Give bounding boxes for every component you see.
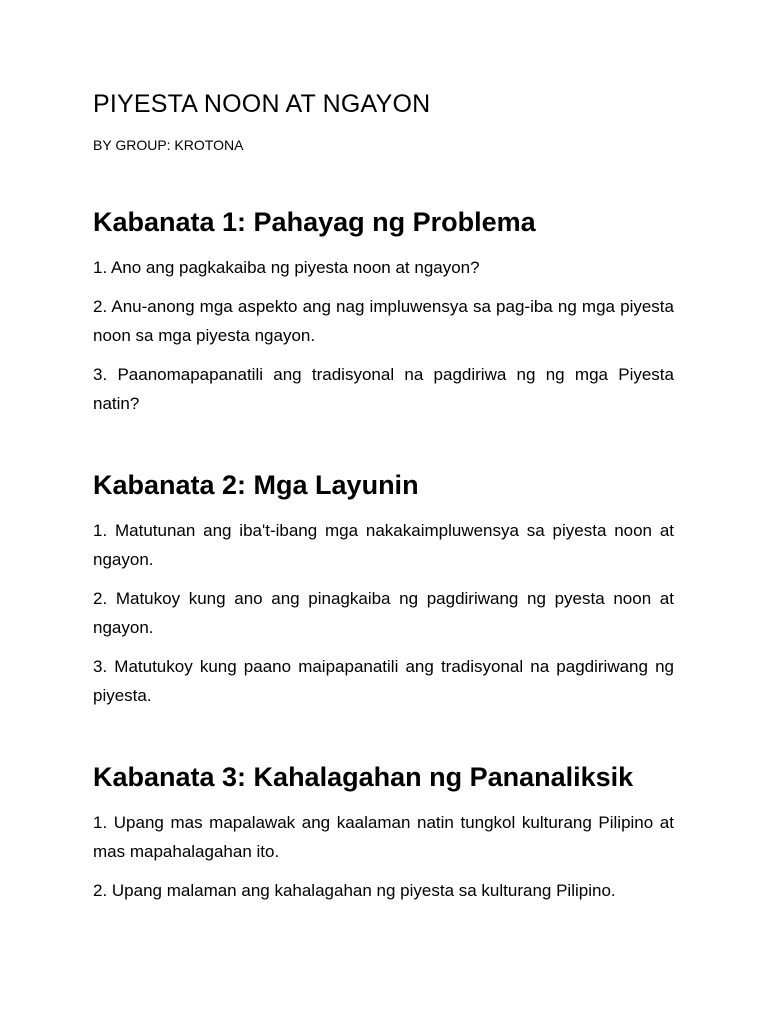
section-kabanata-3 [93, 760, 674, 915]
list-item: 2. Matukoy kung ano ang pinagkaiba ng pagdiriwang ng pyesta noon at ngayon. [93, 589, 674, 637]
list-item: 2. Anu-anong mga aspekto ang nag impluwensya sa pag-iba ng mga piyesta noon sa mga piyesta ngayon. [93, 297, 674, 345]
list-item: 2. Upang malaman ang kahalagahan ng piyesta sa kulturang Pilipino. [93, 881, 616, 900]
section-heading: Kabanata 3: Kahalagahan ng Pananaliksik [93, 762, 634, 792]
list-item: 1. Matutunan ang iba't-ibang mga nakakaimpluwensya sa piyesta noon at ngayon. [93, 521, 674, 569]
document-byline: BY GROUP: KROTONA [93, 137, 244, 153]
list-item: 1. Ano ang pagkakaiba ng piyesta noon at ngayon? [93, 258, 480, 277]
list-item: 1. Upang mas mapalawak ang kaalaman natin tungkol kulturang Pilipino at mas mapahalagahan ito. [93, 813, 674, 861]
document-title: PIYESTA NOON AT NGAYON [93, 90, 431, 118]
list-item: 3. Matutukoy kung paano maipapanatili ang tradisyonal na pagdiriwang ng piyesta. [93, 657, 674, 705]
section-heading: Kabanata 1: Pahayag ng Problema [93, 207, 536, 237]
list-item: 3. Paanomapapanatili ang tradisyonal na pagdiriwa ng ng mga Piyesta natin? [93, 365, 674, 413]
section-kabanata-1 [93, 205, 674, 428]
section-heading: Kabanata 2: Mga Layunin [93, 470, 419, 500]
section-kabanata-2 [93, 468, 674, 720]
